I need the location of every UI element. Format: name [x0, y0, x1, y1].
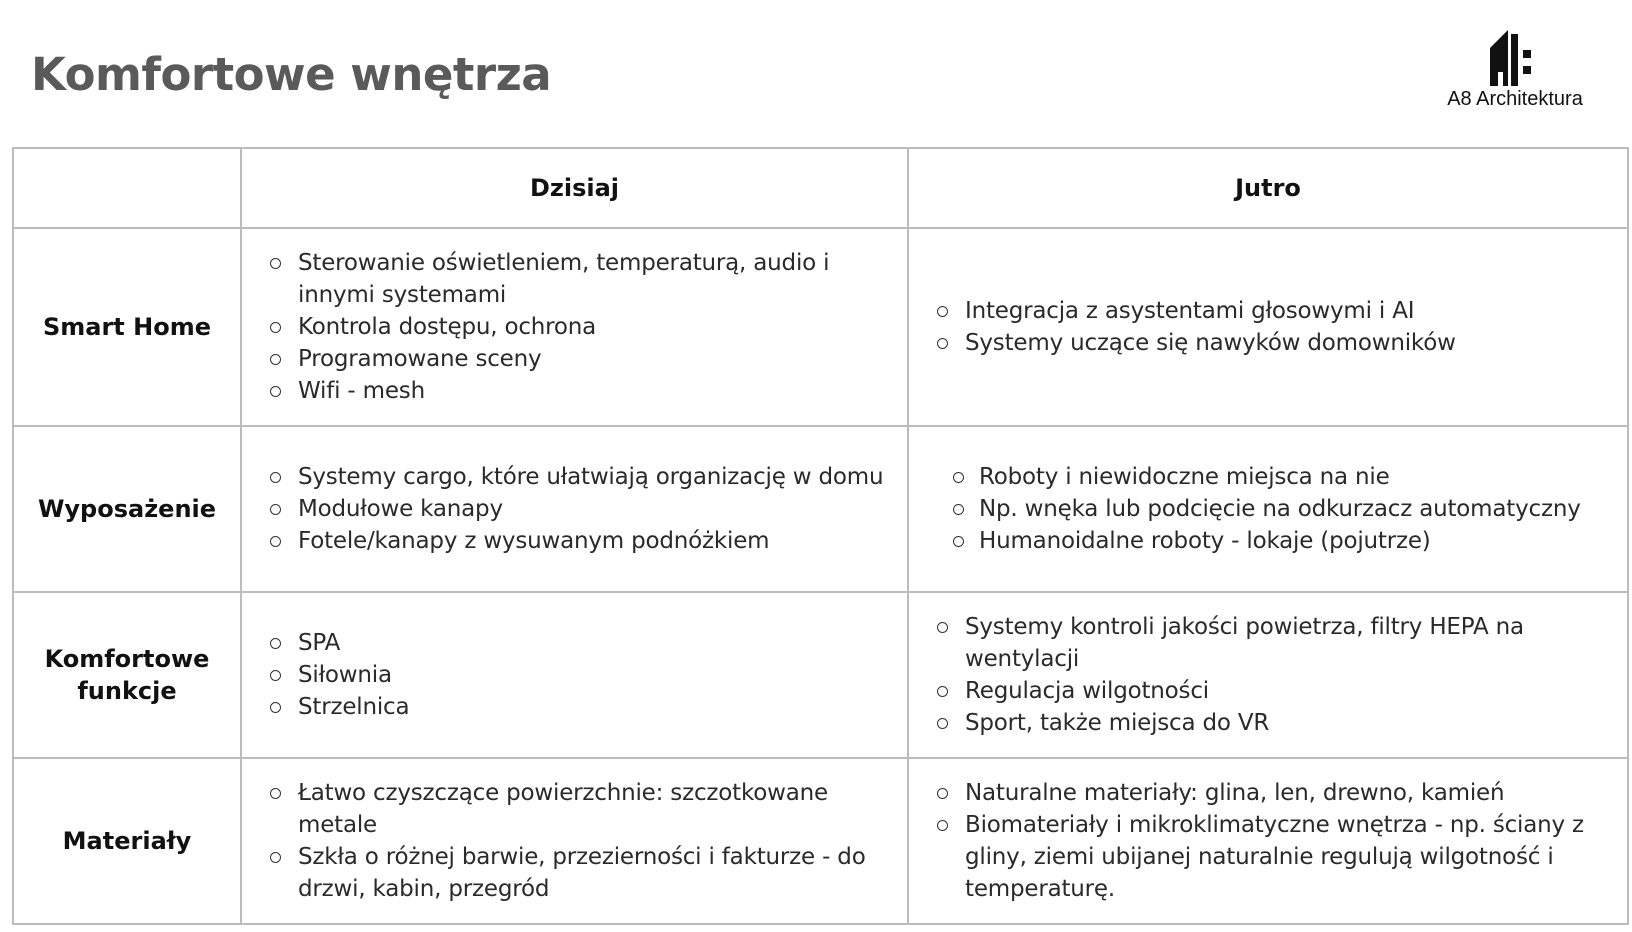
bullet-list — [242, 461, 907, 557]
list-item: Strzelnica — [268, 691, 897, 723]
today-cell — [241, 426, 908, 592]
table-row — [13, 758, 1628, 924]
bullet-list — [909, 611, 1627, 739]
bullet-list — [242, 247, 907, 407]
header-cell-empty — [13, 148, 241, 228]
list-item: SPA — [268, 627, 897, 659]
bullet-list — [242, 777, 907, 905]
list-item: Siłownia — [268, 659, 897, 691]
table-row — [13, 426, 1628, 592]
list-item: Humanoidalne roboty - lokaje (pojutrze) — [951, 525, 1617, 557]
tomorrow-cell — [908, 592, 1628, 758]
logo — [1440, 30, 1590, 115]
row-label: Materiały — [13, 758, 241, 924]
list-item: Programowane sceny — [268, 343, 897, 375]
list-item: Systemy cargo, które ułatwiają organizację w domu — [268, 461, 897, 493]
list-item: Sport, także miejsca do VR — [935, 707, 1617, 739]
today-cell — [241, 758, 908, 924]
tomorrow-cell — [908, 228, 1628, 426]
list-item: Integracja z asystentami głosowymi i AI — [935, 295, 1617, 327]
list-item: Roboty i niewidoczne miejsca na nie — [951, 461, 1617, 493]
table-row — [13, 228, 1628, 426]
list-item: Fotele/kanapy z wysuwanym podnóżkiem — [268, 525, 897, 557]
bullet-list — [242, 627, 907, 723]
header-cell-today: Dzisiaj — [241, 148, 908, 228]
list-item: Wifi - mesh — [268, 375, 897, 407]
list-item: Biomateriały i mikroklimatyczne wnętrza - np. ściany z gliny, ziemi ubijanej naturalnie regulują wilgotność i temperaturę. — [935, 809, 1617, 905]
list-item: Modułowe kanapy — [268, 493, 897, 525]
row-label: Wyposażenie — [13, 426, 241, 592]
page-title: Komfortowe wnętrza — [31, 48, 552, 101]
list-item: Naturalne materiały: glina, len, drewno, kamień — [935, 777, 1617, 809]
tomorrow-cell — [908, 426, 1628, 592]
bullet-list — [909, 461, 1627, 557]
list-item: Szkła o różnej barwie, przezierności i fakturze - do drzwi, kabin, przegród — [268, 841, 897, 905]
bullet-list — [909, 295, 1627, 359]
bullet-list — [909, 777, 1627, 905]
table-row — [13, 592, 1628, 758]
today-cell — [241, 228, 908, 426]
list-item: Łatwo czyszczące powierzchnie: szczotkowane metale — [268, 777, 897, 841]
tomorrow-cell — [908, 758, 1628, 924]
table-header-row — [13, 148, 1628, 228]
list-item: Sterowanie oświetleniem, temperaturą, audio i innymi systemami — [268, 247, 897, 311]
header-cell-tomorrow: Jutro — [908, 148, 1628, 228]
list-item: Kontrola dostępu, ochrona — [268, 311, 897, 343]
today-cell — [241, 592, 908, 758]
list-item: Regulacja wilgotności — [935, 675, 1617, 707]
comparison-table — [12, 147, 1629, 925]
list-item: Systemy kontroli jakości powietrza, filtry HEPA na wentylacji — [935, 611, 1617, 675]
row-label: Komfortowe funkcje — [13, 592, 241, 758]
list-item: Systemy uczące się nawyków domowników — [935, 327, 1617, 359]
list-item: Np. wnęka lub podcięcie na odkurzacz automatyczny — [951, 493, 1617, 525]
row-label: Smart Home — [13, 228, 241, 426]
building-logo-icon — [1490, 30, 1534, 86]
logo-text: A8 Architektura — [1447, 88, 1583, 110]
